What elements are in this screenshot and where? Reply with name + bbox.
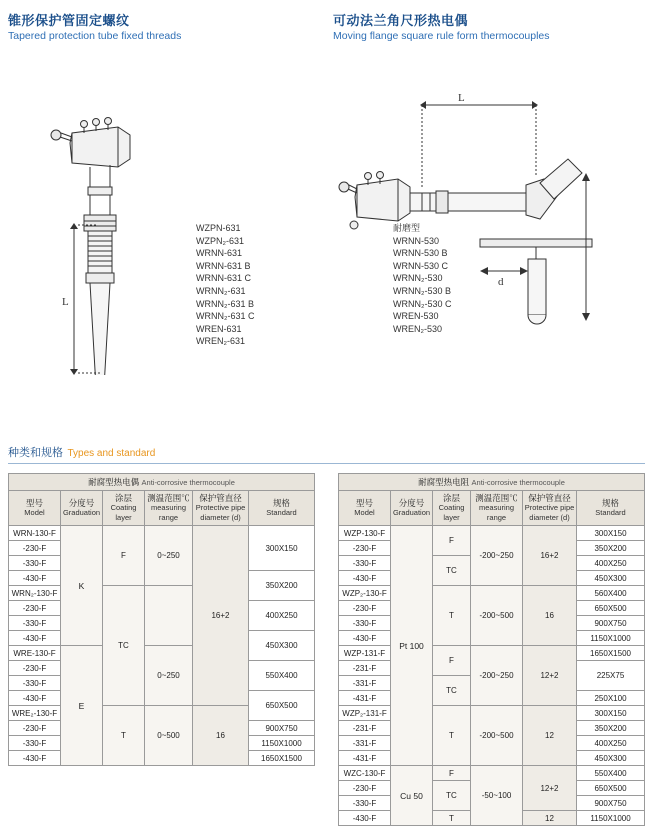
- cell-range: -50~100: [471, 766, 523, 826]
- cell-range: [145, 586, 193, 646]
- cell-range: -200~500: [471, 586, 523, 646]
- header-coating: [103, 491, 145, 526]
- code-item: WZPN-631: [196, 223, 241, 233]
- cell-coating: TC: [433, 781, 471, 811]
- cell-model: -431-F: [339, 751, 391, 766]
- cell-standard: 650X500: [249, 691, 315, 721]
- types-divider: [8, 463, 645, 464]
- header-model-en: Model: [24, 508, 45, 517]
- code-item: WRNN-631 B: [196, 260, 251, 271]
- table-header-row: [9, 491, 315, 526]
- header-graduation-en: Graduation: [62, 508, 101, 517]
- cell-model: WRN-130-F: [9, 526, 61, 541]
- code-item: WRNN-631 C: [196, 273, 252, 284]
- section-title-right: [333, 12, 550, 44]
- cell-model: -230-F: [9, 721, 61, 736]
- code-item: WRNN-530: [393, 235, 440, 246]
- cell-model: -230-F: [9, 601, 61, 616]
- cell-range: -200~250: [471, 646, 523, 706]
- cell-diameter: 16: [523, 586, 577, 646]
- cell-range: -200~250: [471, 526, 523, 586]
- header-coating-en: Coating layer: [110, 503, 137, 522]
- section-title-left-cn: 锥形保护管固定螺纹: [8, 13, 130, 28]
- cell-range: -200~500: [471, 706, 523, 766]
- header-coating: [433, 491, 471, 526]
- cell-model: -430-F: [9, 571, 61, 586]
- cell-model: -331-F: [339, 736, 391, 751]
- table-caption-row: [339, 474, 645, 491]
- section-title-left: [8, 12, 181, 44]
- cell-model: -230-F: [339, 781, 391, 796]
- code-item: WZPN₂-631: [196, 235, 245, 246]
- cell-standard: 250X100: [577, 691, 645, 706]
- cell-standard: 900X750: [577, 796, 645, 811]
- cell-model: -430-F: [9, 631, 61, 646]
- header-diameter-cn: 保护管直径: [528, 493, 571, 503]
- cell-standard: 350X200: [577, 721, 645, 736]
- cell-standard: 450X300: [249, 631, 315, 661]
- cell-model: -230-F: [9, 661, 61, 676]
- cell-standard: 450X300: [577, 571, 645, 586]
- cell-model: -330-F: [339, 556, 391, 571]
- cell-coating: F: [433, 646, 471, 676]
- code-item: WRNN₂-631 B: [196, 298, 255, 309]
- header-diameter-cn: 保护管直径: [199, 493, 242, 503]
- cell-coating: F: [103, 526, 145, 586]
- cell-diameter: 12+2: [523, 646, 577, 706]
- cell-standard: 1650X1500: [577, 646, 645, 661]
- cell-standard: 560X400: [577, 586, 645, 601]
- code-item: WRNN₂-631 C: [196, 311, 255, 322]
- header-graduation: [61, 491, 103, 526]
- header-model: [339, 491, 391, 526]
- figure-moving-flange-square-rule: [330, 75, 640, 335]
- header-coating-cn: 涂层: [442, 493, 460, 503]
- cell-model: -430-F: [339, 811, 391, 826]
- cell-model: WZC-130-F: [339, 766, 391, 781]
- cell-graduation: Pt 100: [391, 526, 433, 766]
- cell-standard: 1150X1000: [249, 736, 315, 751]
- code-item: WRNN-530 C: [393, 260, 449, 271]
- cell-model: -430-F: [9, 691, 61, 706]
- header-diameter: [523, 491, 577, 526]
- table-header-row: [339, 491, 645, 526]
- cell-range: 0~250: [145, 646, 193, 706]
- cell-standard: 550X400: [249, 661, 315, 691]
- header-range-cn: 测温范围℃: [475, 493, 518, 503]
- cell-graduation: K: [61, 526, 103, 646]
- svg-text:L: L: [62, 296, 69, 308]
- cell-model: -330-F: [9, 556, 61, 571]
- cell-diameter: 16+2: [523, 526, 577, 586]
- cell-coating: TC: [103, 586, 145, 706]
- header-graduation-cn: 分度号: [68, 498, 95, 508]
- header-range: [145, 491, 193, 526]
- cell-model: -430-F: [9, 751, 61, 766]
- cell-model: -330-F: [339, 796, 391, 811]
- cell-standard: 400X250: [577, 556, 645, 571]
- code-item: WREN-530: [393, 311, 439, 322]
- cell-diameter: 12: [523, 706, 577, 766]
- cell-standard: 350X200: [577, 541, 645, 556]
- header-standard-cn: 规格: [273, 498, 291, 508]
- cell-standard: 300X150: [577, 526, 645, 541]
- cell-standard: 225X75: [577, 661, 645, 691]
- svg-text:d: d: [498, 276, 504, 288]
- cell-model: -430-F: [339, 631, 391, 646]
- cell-standard: 350X200: [249, 571, 315, 601]
- table-anti-corrosive-thermocouple: [8, 473, 314, 766]
- code-list-right-header: 耐磨型: [393, 223, 421, 233]
- header-diameter-en: Protective pipe diameter (d): [524, 503, 575, 522]
- cell-model: -231-F: [339, 661, 391, 676]
- cell-coating: TC: [433, 556, 471, 586]
- cell-standard: 300X150: [249, 526, 315, 571]
- cell-model: WZP₂-131-F: [339, 706, 391, 721]
- section-title-left-en: Tapered protection tube fixed threads: [8, 30, 182, 42]
- cell-graduation: Cu 50: [391, 766, 433, 826]
- table-caption-cn: 耐腐型热电偶: [88, 477, 140, 487]
- table-row: [339, 766, 645, 781]
- figure-tapered-protection-tube: [10, 55, 320, 375]
- cell-model: WZP-131-F: [339, 646, 391, 661]
- cell-coating: T: [433, 706, 471, 766]
- code-item: WRNN-530 B: [393, 248, 448, 259]
- header-graduation: [391, 491, 433, 526]
- cell-model: -430-F: [339, 571, 391, 586]
- cell-coating: T: [433, 811, 471, 826]
- cell-model: -330-F: [9, 616, 61, 631]
- header-diameter-en: Protective pipe diameter (d): [195, 503, 246, 522]
- cell-model: WRE-130-F: [9, 646, 61, 661]
- table-row: [9, 526, 315, 541]
- header-standard: [577, 491, 645, 526]
- cell-standard: 1150X1000: [577, 811, 645, 826]
- header-range: [471, 491, 523, 526]
- code-item: WRNN₂-530 C: [393, 298, 452, 309]
- cell-model: -330-F: [9, 676, 61, 691]
- header-model-cn: 型号: [25, 498, 43, 508]
- cell-standard: 400X250: [577, 736, 645, 751]
- table-caption-en: Anti-corrosive thermocouple: [471, 478, 565, 487]
- header-coating-cn: 涂层: [114, 493, 132, 503]
- header-standard-en: Standard: [595, 508, 626, 517]
- header-standard: [249, 491, 315, 526]
- header-standard-en: Standard: [266, 508, 297, 517]
- cell-coating: F: [433, 526, 471, 556]
- cell-standard: 1650X1500: [249, 751, 315, 766]
- table-caption-en: Anti-corrosive thermocouple: [141, 478, 235, 487]
- code-item: WRNN-631: [196, 248, 243, 259]
- header-diameter: [193, 491, 249, 526]
- cell-model: WZP₂-130-F: [339, 586, 391, 601]
- types-label-cn: 种类和规格: [8, 447, 63, 459]
- header-range-en: measuring range: [150, 503, 187, 522]
- table-row: [339, 526, 645, 541]
- cell-diameter: 16: [193, 706, 249, 766]
- cell-standard: 900X750: [249, 721, 315, 736]
- cell-graduation: E: [61, 646, 103, 766]
- section-title-right-cn: 可动法兰角尺形热电偶: [333, 13, 469, 28]
- cell-model: -330-F: [339, 616, 391, 631]
- cell-standard: 550X400: [577, 766, 645, 781]
- cell-model: -231-F: [339, 721, 391, 736]
- cell-standard: 900X750: [577, 616, 645, 631]
- cell-model: -330-F: [9, 736, 61, 751]
- cell-standard: 300X150: [577, 706, 645, 721]
- header-standard-cn: 规格: [602, 498, 620, 508]
- cell-model: WRE₂-130-F: [9, 706, 61, 721]
- code-list-right: [393, 222, 452, 335]
- cell-model: -331-F: [339, 676, 391, 691]
- cell-diameter: 12+2: [523, 766, 577, 811]
- code-item: WREN-631: [196, 323, 242, 334]
- table-caption-cn: 耐腐型热电阻: [418, 477, 470, 487]
- header-coating-en: Coating layer: [438, 503, 465, 522]
- table-row: [339, 646, 645, 661]
- header-model-en: Model: [354, 508, 375, 517]
- cell-standard: 400X250: [249, 601, 315, 631]
- code-item: WRNN₂-631: [196, 285, 246, 296]
- header-range-en: measuring range: [478, 503, 515, 522]
- table-row: [339, 586, 645, 601]
- cell-standard: 1150X1000: [577, 631, 645, 646]
- cell-standard: 450X300: [577, 751, 645, 766]
- cell-standard: 650X500: [577, 601, 645, 616]
- types-label-en: Types and standard: [67, 448, 156, 459]
- cell-range: 0~500: [145, 706, 193, 766]
- cell-coating: T: [103, 706, 145, 766]
- header-graduation-en: Graduation: [392, 508, 431, 517]
- cell-model: -431-F: [339, 691, 391, 706]
- cell-standard: 650X500: [577, 781, 645, 796]
- code-list-left: [196, 222, 255, 348]
- table-row: [339, 706, 645, 721]
- svg-text:L: L: [458, 92, 465, 104]
- table-anti-corrosive-rtd: [338, 473, 644, 826]
- cell-model: WZP-130-F: [339, 526, 391, 541]
- cell-coating: F: [433, 766, 471, 781]
- table-caption-row: [9, 474, 315, 491]
- code-item: WRNN₂-530 B: [393, 285, 452, 296]
- cell-diameter: 16+2: [193, 526, 249, 706]
- code-item: WREN₂-530: [393, 323, 443, 334]
- cell-coating: T: [433, 586, 471, 646]
- header-model: [9, 491, 61, 526]
- cell-model: WRN₂-130-F: [9, 586, 61, 601]
- cell-coating: TC: [433, 676, 471, 706]
- header-graduation-cn: 分度号: [398, 498, 425, 508]
- cell-model: -230-F: [9, 541, 61, 556]
- header-range-cn: 测温范围℃: [147, 493, 190, 503]
- section-title-right-en: Moving flange square rule form thermocouples: [333, 30, 550, 42]
- cell-diameter: 12: [523, 811, 577, 826]
- header-model-cn: 型号: [355, 498, 373, 508]
- cell-model: -230-F: [339, 601, 391, 616]
- cell-model: -230-F: [339, 541, 391, 556]
- code-item: WRNN₂-530: [393, 273, 443, 284]
- types-and-standard-label: [8, 443, 155, 461]
- code-item: WREN₂-631: [196, 336, 246, 347]
- cell-range: 0~250: [145, 526, 193, 586]
